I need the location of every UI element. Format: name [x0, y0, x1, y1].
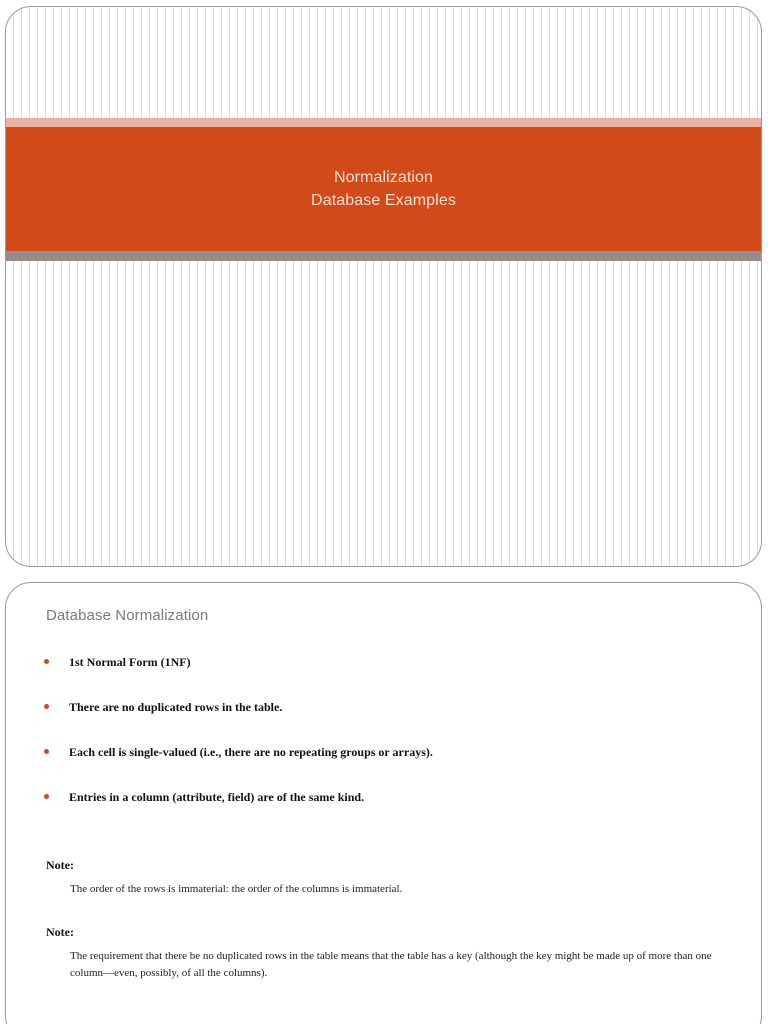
bullet-text: Entries in a column (attribute, field) are of the same kind.	[69, 790, 365, 804]
bullet-item	[44, 745, 433, 790]
bullet-item	[44, 655, 433, 700]
bullet-dot-icon	[44, 659, 49, 664]
title-slide	[5, 6, 762, 567]
accent-stripe-top	[6, 118, 761, 127]
note-text-2: The requirement that there be no duplicated rows in the table means that the table has a key (although the key might be made up of more than one column—even, possibly, of all the columns).	[70, 950, 712, 979]
bullet-dot-icon	[44, 749, 49, 754]
note-label-1: Note:	[46, 858, 74, 872]
content-slide	[5, 582, 762, 1024]
bullet-text: 1st Normal Form (1NF)	[69, 655, 191, 669]
bullet-text: There are no duplicated rows in the table.	[69, 700, 283, 714]
content-slide-title: Database Normalization	[46, 607, 209, 624]
title-band	[6, 127, 761, 251]
bullet-item	[44, 790, 433, 835]
bullet-item	[44, 700, 433, 745]
bullet-list	[44, 655, 433, 835]
bullet-text: Each cell is single-valued (i.e., there are no repeating groups or arrays).	[69, 745, 433, 759]
bullet-dot-icon	[44, 794, 49, 799]
accent-stripe-bottom	[6, 251, 761, 261]
note-label-2: Note:	[46, 925, 74, 939]
bullet-dot-icon	[44, 704, 49, 709]
note-text-1: The order of the rows is immaterial: the order of the columns is immaterial.	[70, 883, 403, 895]
slide-title-line-1: Normalization	[333, 169, 434, 186]
slide-title-line-2: Database Examples	[311, 192, 456, 209]
